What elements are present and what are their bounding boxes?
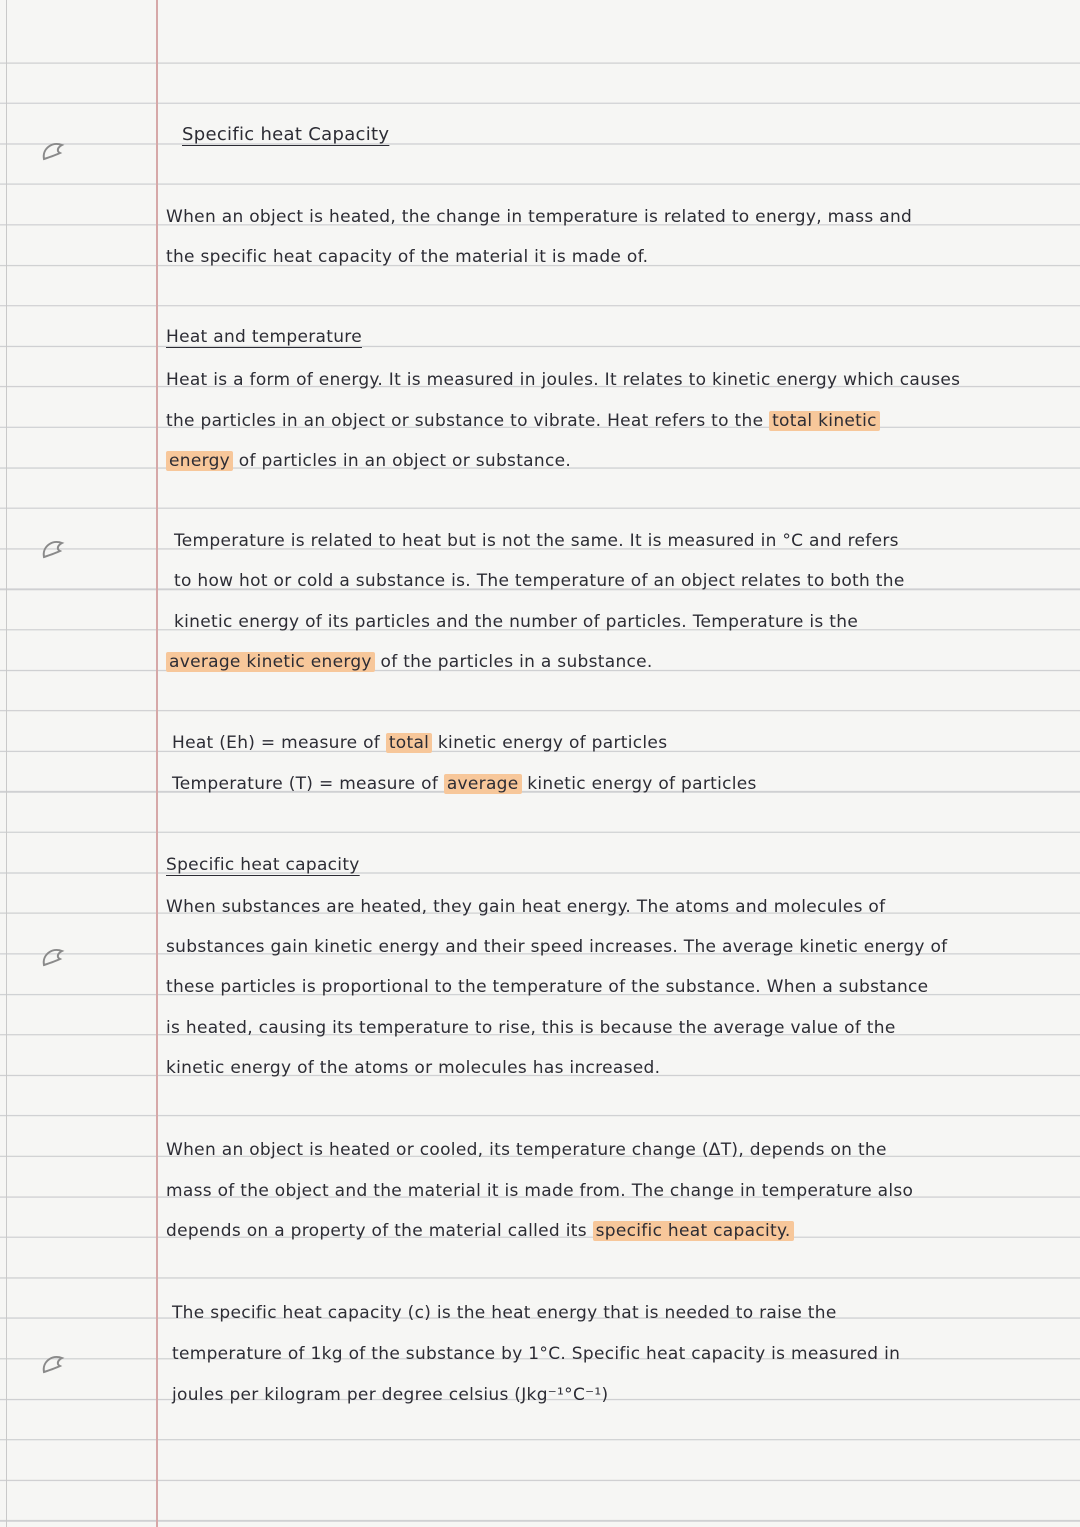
definition-temperature [172,773,757,795]
shc-line-2: substances gain kinetic energy and their speed increases. The average kinetic energy of [166,937,948,957]
page-title: Specific heat Capacity [182,124,390,145]
page-edge [6,0,7,1527]
change-line-1: When an object is heated or cooled, its temperature change (ΔT), depends on the [166,1140,887,1160]
intro-line-1: When an object is heated, the change in temperature is related to energy, mass and [166,207,913,227]
definition-heat [172,732,667,754]
heat-line-3-text: of particles in an object or substance. [238,451,572,471]
highlight-specific-heat-capacity: specific heat capacity. [593,1221,794,1241]
shc-line-3: these particles is proportional to the temperature of the substance. When a substance [166,977,929,997]
definition-temperature-rest: kinetic energy of particles [527,774,757,794]
heat-line-2 [166,410,880,432]
definition-temperature-label: Temperature (T) = measure of [172,774,439,794]
highlight-total-kinetic: total kinetic [769,411,880,431]
definition-heat-label: Heat (Eh) = measure of [172,733,381,753]
definition-c-line-3: joules per kilogram per degree celsius (Jkg⁻¹°C⁻¹) [172,1385,609,1405]
temperature-line-1: Temperature is related to heat but is not the same. It is measured in °C and refers [174,531,899,551]
change-line-3 [166,1220,794,1242]
punch-hole-icon [38,943,70,973]
highlight-total: total [386,733,432,753]
change-line-2: mass of the object and the material it is made from. The change in temperature also [166,1181,914,1201]
shc-line-5: kinetic energy of the atoms or molecules has increased. [166,1058,661,1078]
temperature-line-4 [166,651,653,673]
shc-line-4: is heated, causing its temperature to rise, this is because the average value of the [166,1018,896,1038]
heading-heat-temperature: Heat and temperature [166,327,362,347]
temperature-line-2: to how hot or cold a substance is. The temperature of an object relates to both the [174,571,905,591]
heading-specific-heat-capacity: Specific heat capacity [166,855,360,875]
punch-hole-icon [38,137,70,167]
heat-line-2-text: the particles in an object or substance to vibrate. Heat refers to the [166,411,764,431]
highlight-average-kinetic-energy: average kinetic energy [166,652,375,672]
definition-heat-rest: kinetic energy of particles [437,733,668,753]
change-line-3-text: depends on a property of the material called its [166,1221,587,1241]
heat-line-1: Heat is a form of energy. It is measured in joules. It relates to kinetic energy which causes [166,370,961,390]
punch-hole-icon [38,535,70,565]
highlight-average: average [444,774,522,794]
heat-line-3 [166,450,571,472]
margin-line [156,0,158,1527]
temperature-line-3: kinetic energy of its particles and the number of particles. Temperature is the [174,612,859,632]
punch-hole-icon [38,1350,70,1380]
intro-line-2: the specific heat capacity of the material it is made of. [166,247,649,267]
highlight-energy: energy [166,451,233,471]
shc-line-1: When substances are heated, they gain heat energy. The atoms and molecules of [166,897,886,917]
definition-c-line-2: temperature of 1kg of the substance by 1°C. Specific heat capacity is measured in [172,1344,901,1364]
temperature-line-4-text: of the particles in a substance. [380,652,653,672]
definition-c-line-1: The specific heat capacity (c) is the heat energy that is needed to raise the [172,1303,837,1323]
